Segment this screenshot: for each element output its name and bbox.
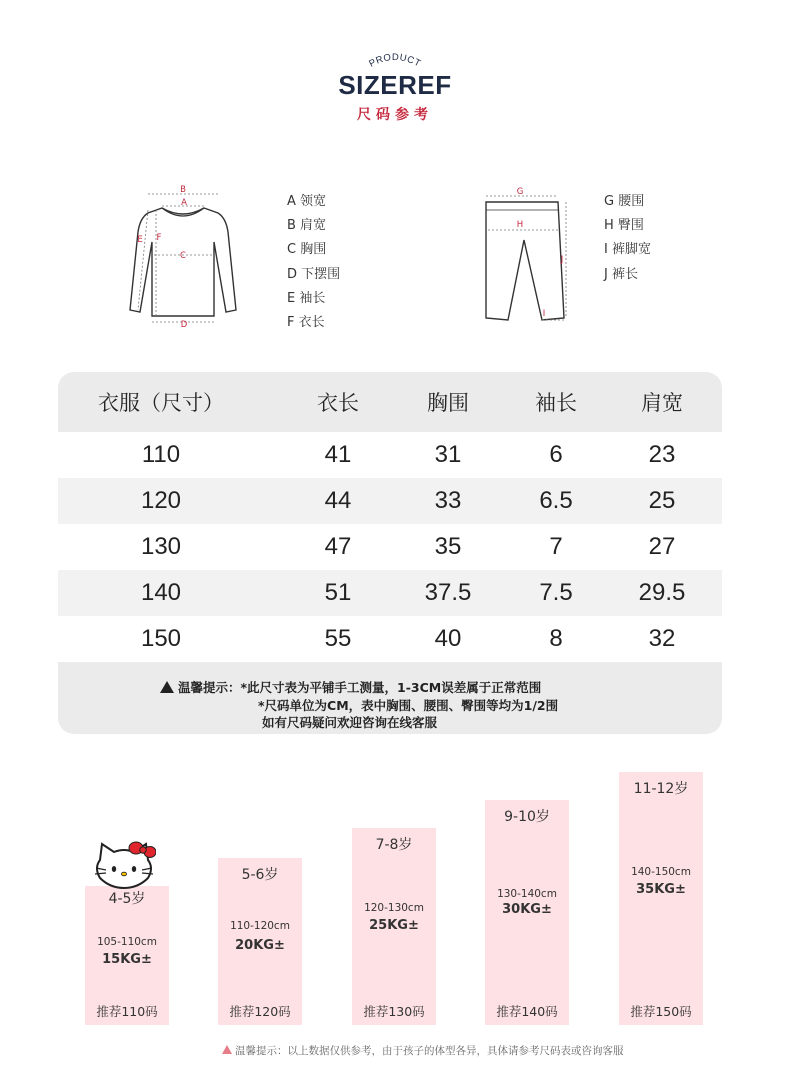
cell-shoulder: 27: [648, 533, 676, 560]
cell-chest: 35: [434, 533, 462, 560]
logo-arc-text: PRODUCT: [367, 51, 423, 70]
height-range: 110-120cm: [230, 920, 290, 932]
measure-letter-f: F: [156, 233, 162, 243]
age-label: 5-6岁: [241, 867, 279, 883]
cell-length: 44: [324, 487, 352, 514]
logo-subtitle: 尺码参考: [357, 107, 433, 123]
age-label: 9-10岁: [504, 809, 550, 825]
shirt-outline: [130, 208, 236, 316]
top-diagram: [118, 180, 248, 330]
header-sleeve: 袖长: [535, 391, 577, 415]
header-length: 衣长: [317, 391, 359, 415]
height-range: 120-130cm: [364, 902, 424, 914]
legend-item: J 裤长: [604, 266, 638, 282]
table-row: [58, 524, 722, 570]
cell-length: 47: [324, 533, 352, 560]
cell-size: 140: [140, 579, 182, 606]
table-row: [58, 570, 722, 616]
age-label: 11-12岁: [633, 781, 689, 797]
height-range: 105-110cm: [97, 936, 157, 948]
cell-shoulder: 29.5: [638, 579, 686, 606]
cell-length: 51: [324, 579, 352, 606]
cell-size: 130: [140, 533, 182, 560]
brand-logo: [0, 48, 790, 128]
measure-letter-g: G: [516, 187, 524, 197]
age-bar: [218, 858, 302, 1025]
table-header-row: [58, 372, 722, 432]
legend-item: A 领宽: [287, 194, 327, 209]
kitty-mascot-icon: [92, 838, 156, 894]
weight-label: 20KG±: [235, 938, 285, 953]
legend-item: E 袖长: [287, 290, 326, 306]
cell-shoulder: 23: [648, 441, 676, 468]
recommend-label: 推荐120码: [229, 1004, 291, 1019]
cell-size: 110: [141, 441, 181, 468]
cell-sleeve: 6: [549, 441, 563, 468]
cell-sleeve: 7: [549, 533, 563, 560]
pants-outline: [486, 202, 564, 320]
table-note: [58, 672, 722, 734]
cell-sleeve: 8: [549, 625, 563, 652]
height-range: 140-150cm: [631, 866, 691, 878]
cell-size: 120: [140, 487, 182, 514]
measure-letter-a: A: [181, 198, 187, 208]
height-range: 130-140cm: [497, 888, 557, 900]
measure-letter-i: I: [542, 309, 546, 319]
weight-label: 35KG±: [636, 882, 686, 897]
table-row: [58, 432, 722, 478]
age-bar: [485, 800, 569, 1025]
legend-item: H 臀围: [604, 218, 644, 234]
header-shoulder: 肩宽: [641, 391, 683, 415]
size-table: [58, 372, 722, 734]
age-label: 7-8岁: [375, 837, 413, 853]
age-label: 4-5岁: [108, 891, 146, 907]
legend-item: B 肩宽: [287, 218, 327, 234]
legend-item: D 下摆围: [287, 266, 341, 282]
measure-letter-b: B: [180, 185, 186, 195]
recommend-label: 推荐130码: [363, 1004, 425, 1019]
note-line-3: 如有尺码疑问欢迎咨询在线客服: [262, 715, 438, 730]
table-row: [58, 616, 722, 662]
age-bar: [619, 772, 703, 1025]
footer-note: 温馨提示：以上数据仅供参考，由于孩子的体型各异，具体请参考尺码表或咨询客服: [222, 1043, 624, 1058]
measure-letter-j: J: [560, 255, 564, 265]
legend-item: F 衣长: [287, 314, 325, 330]
measure-letter-h: H: [516, 220, 524, 230]
measure-letter-c: C: [180, 251, 186, 261]
pants-legend: [604, 190, 651, 287]
note-line-1: 温馨提示：*此尺寸表为平铺手工测量，1-3CM误差属于正常范围: [160, 678, 541, 696]
warning-icon: [222, 1045, 232, 1054]
legend-item: I 裤脚宽: [604, 242, 651, 258]
note-line-2: *尺码单位为CM，表中胸围、腰围、臀围等均为1/2围: [258, 698, 559, 713]
legend-item: G 腰围: [604, 194, 645, 209]
cell-shoulder: 32: [648, 625, 676, 652]
cell-shoulder: 25: [648, 487, 676, 514]
table-row: [58, 478, 722, 524]
cell-sleeve: 7.5: [539, 579, 573, 606]
recommend-label: 推荐140码: [496, 1004, 558, 1019]
header-size: 衣服（尺寸）: [98, 391, 224, 415]
cell-chest: 37.5: [424, 579, 472, 606]
logo-title: SIZEREF: [338, 70, 452, 100]
recommend-label: 推荐110码: [96, 1004, 158, 1019]
cell-length: 41: [324, 441, 352, 468]
recommend-label: 推荐150码: [630, 1004, 692, 1019]
pants-diagram: [474, 180, 584, 330]
cell-chest: 40: [434, 625, 462, 652]
cell-size: 150: [140, 625, 182, 652]
cell-length: 55: [324, 625, 352, 652]
age-bar: [85, 886, 169, 1025]
measure-letter-d: D: [180, 320, 188, 330]
cell-chest: 33: [434, 487, 462, 514]
weight-label: 30KG±: [502, 902, 552, 917]
measure-letter-e: E: [137, 235, 143, 245]
cell-sleeve: 6.5: [539, 487, 573, 514]
legend-item: C 胸围: [287, 242, 327, 258]
header-chest: 胸围: [427, 391, 469, 415]
top-legend: [287, 190, 340, 335]
age-bar: [352, 828, 436, 1025]
weight-label: 25KG±: [369, 918, 419, 933]
weight-label: 15KG±: [102, 952, 152, 967]
svg-text:PRODUCT: [367, 52, 422, 70]
warning-icon: [160, 681, 174, 693]
cell-chest: 31: [434, 441, 462, 468]
